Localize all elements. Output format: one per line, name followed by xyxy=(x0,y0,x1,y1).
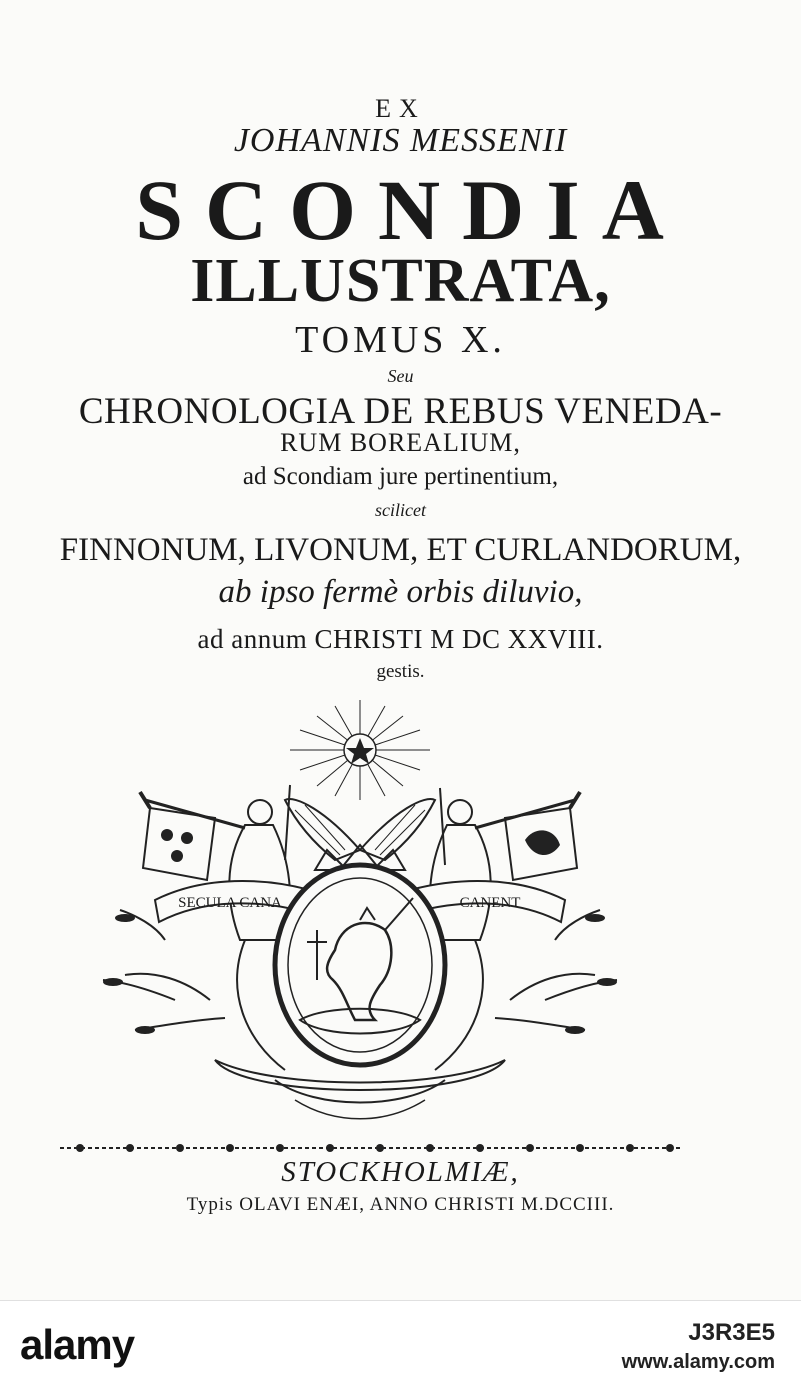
site-url: www.alamy.com xyxy=(621,1351,775,1373)
subtitle-line-3: ad Scondiam jure pertinentium, xyxy=(242,463,559,490)
decorative-rule xyxy=(60,1140,680,1156)
image-id: J3R3E5 xyxy=(688,1319,775,1346)
seu-line: Seu xyxy=(387,366,414,386)
coat-of-arms-icon xyxy=(95,700,625,1130)
volume-line: TOMUS X. xyxy=(295,319,506,361)
imprint-city: STOCKHOLMIÆ, xyxy=(281,1156,520,1188)
fleuron-border-icon xyxy=(60,1140,680,1156)
ab-ipso-line: ab ipso fermè orbis diluvio, xyxy=(218,574,583,610)
author-line: JOHANNIS MESSENII xyxy=(233,122,568,159)
brand-logo: alamy xyxy=(20,1321,135,1368)
banner-right-text: CANENT xyxy=(459,895,521,911)
subtitle-line-1: CHRONOLOGIA DE REBUS VENEDA- xyxy=(78,391,723,432)
subtitle-line-2: RUM BOREALIUM, xyxy=(280,428,521,457)
gestis-line: gestis. xyxy=(376,661,425,682)
imprint-printer: Typis OLAVI ENÆI, ANNO CHRISTI M.DCCIII. xyxy=(186,1194,615,1215)
main-title-second-line: ILLUSTRATA, xyxy=(190,247,611,315)
main-title: SCONDIA xyxy=(135,162,686,258)
banner-left-text: SECULA CANA xyxy=(178,895,282,911)
peoples-line: FINNONUM, LIVONUM, ET CURLANDORUM, xyxy=(59,532,742,568)
watermark-footer xyxy=(0,1300,801,1391)
coat-of-arms-engraving xyxy=(95,700,625,1130)
scilicet-line: scilicet xyxy=(375,500,426,520)
ex-line: EX xyxy=(375,94,426,123)
ad-annum-line: ad annum CHRISTI M DC XXVIII. xyxy=(197,624,604,654)
